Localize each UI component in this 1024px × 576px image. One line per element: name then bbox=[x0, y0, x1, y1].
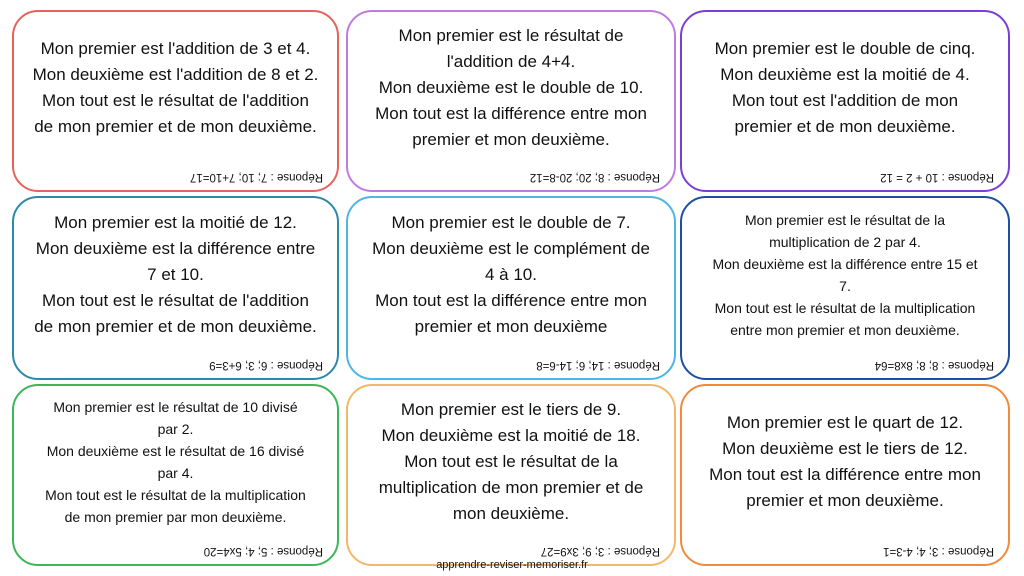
answer-upside-down: Réponse : 7; 10; 7+10=17 bbox=[190, 171, 323, 183]
riddle-line: Mon deuxième est le complément de bbox=[372, 239, 650, 258]
riddle-text bbox=[24, 394, 327, 530]
riddle-line: Mon tout est le résultat de l'addition bbox=[42, 91, 309, 110]
riddle-line: Mon premier est le double de cinq. bbox=[714, 39, 976, 58]
riddle-line: Mon tout est la différence entre mon bbox=[709, 465, 981, 484]
answer-upside-down: Réponse : 3; 9; 3x9=27 bbox=[540, 545, 660, 557]
answer-upside-down: Réponse : 3; 4; 4-3=1 bbox=[883, 545, 994, 557]
riddle-line: de mon premier par mon deuxième. bbox=[64, 509, 287, 525]
riddle-line: 4 à 10. bbox=[485, 265, 537, 284]
riddle-card-8 bbox=[346, 384, 676, 566]
riddle-card-3 bbox=[680, 10, 1010, 192]
riddle-line: Mon tout est le résultat de la multiplication bbox=[714, 300, 976, 316]
riddle-card-4 bbox=[12, 196, 339, 380]
riddle-line: Mon premier est le résultat de 10 divisé bbox=[53, 399, 298, 415]
riddle-line: Mon tout est la différence entre mon bbox=[375, 291, 647, 310]
riddle-card-9 bbox=[680, 384, 1010, 566]
riddle-card-1 bbox=[12, 10, 339, 192]
riddle-text bbox=[24, 20, 327, 156]
riddle-line: multiplication de mon premier et de bbox=[378, 478, 644, 497]
answer-upside-down: Réponse : 6; 3; 6+3=9 bbox=[209, 359, 323, 371]
riddle-card-6 bbox=[680, 196, 1010, 380]
riddle-line: Mon premier est le résultat de la bbox=[745, 212, 945, 228]
riddle-line: l'addition de 4+4. bbox=[446, 52, 576, 71]
riddle-line: Mon premier est le quart de 12. bbox=[726, 413, 964, 432]
riddle-line: Mon tout est l'addition de mon bbox=[731, 91, 959, 110]
answer-upside-down: Réponse : 8; 8; 8x8=64 bbox=[874, 359, 994, 371]
riddle-card-2 bbox=[346, 10, 676, 192]
answer-upside-down: Réponse : 8; 20; 20-8=12 bbox=[529, 171, 660, 183]
riddle-line: Mon deuxième est la moitié de 4. bbox=[720, 65, 970, 84]
riddle-text bbox=[24, 206, 327, 344]
riddle-line: Mon premier est le double de 7. bbox=[391, 213, 631, 232]
riddle-text bbox=[358, 20, 664, 156]
riddle-line: 7. bbox=[839, 278, 851, 294]
riddle-line: Mon deuxième est la moitié de 18. bbox=[381, 426, 641, 445]
riddle-line: premier et mon deuxième. bbox=[746, 491, 944, 510]
riddle-line: 7 et 10. bbox=[147, 265, 204, 284]
riddle-line: Mon tout est le résultat de l'addition bbox=[42, 291, 309, 310]
riddle-line: multiplication de 2 par 4. bbox=[769, 234, 921, 250]
riddle-text bbox=[358, 206, 664, 344]
riddle-line: Mon deuxième est le double de 10. bbox=[378, 78, 644, 97]
answer-upside-down: Réponse : 5; 4; 5x4=20 bbox=[203, 545, 323, 557]
riddle-line: Mon premier est l'addition de 3 et 4. bbox=[40, 39, 311, 58]
riddle-line: par 2. bbox=[157, 421, 194, 437]
riddle-line: premier et de mon deuxième. bbox=[734, 117, 956, 136]
riddle-line: Mon deuxième est la différence entre bbox=[35, 239, 316, 258]
riddle-line: premier et mon deuxième. bbox=[412, 130, 610, 149]
riddle-text bbox=[692, 20, 998, 156]
riddle-line: Mon deuxième est l'addition de 8 et 2. bbox=[32, 65, 319, 84]
riddle-line: Mon deuxième est la différence entre 15 et bbox=[712, 256, 978, 272]
riddle-line: premier et mon deuxième bbox=[414, 317, 608, 336]
riddle-card-7 bbox=[12, 384, 339, 566]
riddle-line: Mon premier est la moitié de 12. bbox=[54, 213, 297, 232]
riddle-line: Mon deuxième est le résultat de 16 divisé bbox=[46, 443, 305, 459]
site-url-footer: apprendre-reviser-memoriser.fr bbox=[436, 559, 588, 571]
riddle-line: entre mon premier et mon deuxième. bbox=[730, 322, 960, 338]
riddle-card-5 bbox=[346, 196, 676, 380]
riddle-line: Mon premier est le résultat de bbox=[398, 26, 624, 45]
riddle-line: Mon tout est le résultat de la multiplication bbox=[45, 487, 306, 503]
riddle-line: Mon tout est le résultat de la bbox=[404, 452, 618, 471]
answer-upside-down: Réponse : 10 + 2 = 12 bbox=[880, 171, 994, 183]
riddle-line: de mon premier et de mon deuxième. bbox=[34, 117, 317, 136]
riddle-line: mon deuxième. bbox=[452, 504, 570, 523]
answer-upside-down: Réponse : 14; 6; 14-6=8 bbox=[536, 359, 660, 371]
riddle-line: Mon tout est la différence entre mon bbox=[375, 104, 647, 123]
riddle-line: Mon deuxième est le tiers de 12. bbox=[722, 439, 968, 458]
riddle-text bbox=[692, 394, 998, 530]
riddle-text bbox=[692, 206, 998, 344]
riddle-line: de mon premier et de mon deuxième. bbox=[34, 317, 317, 336]
riddle-text bbox=[358, 394, 664, 530]
riddle-line: par 4. bbox=[157, 465, 194, 481]
riddle-line: Mon premier est le tiers de 9. bbox=[400, 400, 622, 419]
